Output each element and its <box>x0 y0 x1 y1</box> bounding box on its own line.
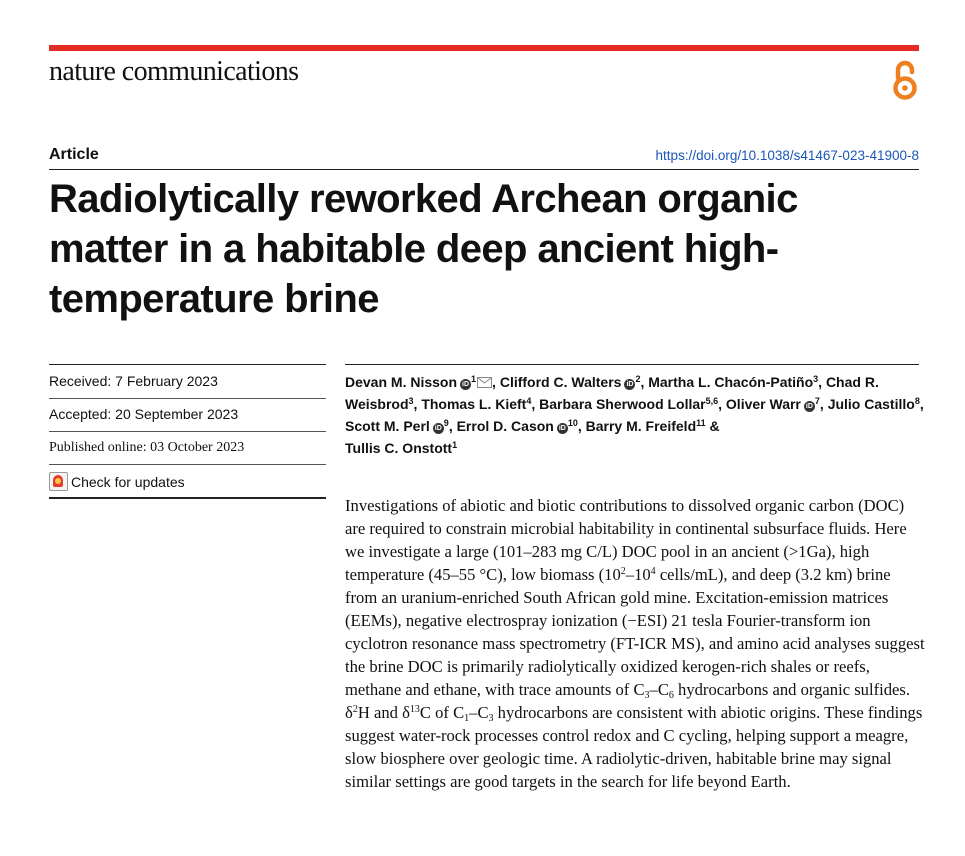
author-name: Martha L. Chacón-Patiño <box>648 374 814 390</box>
affiliation-number: 1 <box>471 374 477 384</box>
affiliation-number: 3 <box>408 396 414 406</box>
email-icon[interactable] <box>477 377 492 388</box>
check-updates-label: Check for updates <box>71 473 185 490</box>
open-access-icon <box>890 58 920 100</box>
author-name: Barry M. Freifeld <box>585 418 697 434</box>
author[interactable] <box>586 418 706 434</box>
divider <box>49 464 326 465</box>
author[interactable] <box>539 396 718 412</box>
author-name: Tullis C. Onstott <box>345 440 453 456</box>
author-name: Thomas L. Kieft <box>421 396 527 412</box>
accepted-date: Accepted: 20 September 2023 <box>49 406 239 422</box>
orcid-icon[interactable]: iD <box>626 381 634 388</box>
author-name: Clifford C. Walters <box>499 374 622 390</box>
orcid-icon[interactable]: iD <box>434 425 442 432</box>
divider <box>49 497 326 499</box>
author[interactable] <box>500 374 641 390</box>
published-date: Published online: 03 October 2023 <box>49 440 245 455</box>
orcid-icon[interactable]: iD <box>558 425 566 432</box>
affiliation-number: 3 <box>813 374 819 384</box>
check-for-updates-button[interactable] <box>49 472 185 491</box>
affiliation-number: 4 <box>526 396 532 406</box>
orcid-icon[interactable]: iD <box>462 381 470 388</box>
author-name: Oliver Warr <box>725 396 801 412</box>
author[interactable] <box>828 396 920 412</box>
author-list: Devan M. Nisson $iD^1$ , Clifford C. Walters $iD^2$, Martha L. Chacón-Patiño$^3$, Chad R. Weisbrod$^3$, Thomas L. Kieft$^4$, Barbara Sherwood Lollar$^{5,6}$, Oliver Warr $iD^7$, Julio Castillo$^8$, Scott M. Perl $iD^9$, Errol D. Cason $iD^{10}$, Barry M. Freifeld$^{11}$ & Tullis C. Onstott$^1$ <box>345 374 924 456</box>
author-name: Barbara Sherwood Lollar <box>539 396 706 412</box>
author-name: Julio Castillo <box>827 396 915 412</box>
author[interactable] <box>421 396 531 412</box>
authors-conjunction: & <box>709 418 720 434</box>
author-name: Devan M. Nisson <box>345 374 458 390</box>
article-type: Article <box>49 146 99 163</box>
affiliation-number: 5,6 <box>705 396 719 406</box>
author-name: Chad R. Weisbrod <box>345 374 879 412</box>
author[interactable] <box>726 396 820 412</box>
affiliation-number: 10 <box>567 418 578 428</box>
author-name: Scott M. Perl <box>345 418 430 434</box>
author[interactable] <box>345 418 449 434</box>
check-updates-icon <box>49 472 68 491</box>
orcid-icon[interactable]: iD <box>805 403 813 410</box>
affiliation-number: 7 <box>814 396 820 406</box>
affiliation-number: 2 <box>635 374 641 384</box>
divider <box>49 169 919 170</box>
affiliation-number: 11 <box>696 418 706 428</box>
divider <box>49 431 326 432</box>
author[interactable] <box>345 440 457 456</box>
journal-top-bar <box>49 45 919 51</box>
journal-name: nature communications <box>49 56 299 87</box>
affiliation-number: 9 <box>443 418 449 428</box>
article-title: Radiolytically reworked Archean organic matter in a habitable deep ancient high-temperature brine <box>49 177 798 321</box>
author[interactable] <box>648 374 818 390</box>
divider <box>345 364 919 365</box>
divider <box>49 398 326 399</box>
affiliation-number: 1 <box>452 440 458 450</box>
author[interactable] <box>457 418 578 434</box>
received-date: Received: 7 February 2023 <box>49 373 218 389</box>
author-name: Errol D. Cason <box>456 418 554 434</box>
doi-link[interactable]: https://doi.org/10.1038/s41467-023-41900-8 <box>655 148 919 163</box>
affiliation-number: 8 <box>914 396 920 406</box>
divider <box>49 364 326 365</box>
abstract: Investigations of abiotic and biotic contributions to dissolved organic carbon (DOC) are required to constrain microbial habitability in continental subsurface fluids. Here we investigate a large (101–283 mg C/L) DOC pool in an ancient (>1Ga), high temperature (45–55 °C), low biomass ($10^2-10^4$ cells/mL), and deep (3.2 km) brine from an uranium-enriched South African gold mine. Excitation-emission matrices (EEMs), negative electrospray ionization (−ESI) 21 tesla Fourier-transform ion cyclotron resonance mass spectrometry (FT-ICR MS), and amino acid analyses suggest the brine DOC is primarily radiolytically oxidized kerogen-rich shales or reefs, methane and ethane, with trace amounts of $C_3-C_6$ hydrocarbons and organic sulfides. $\delta^2H$ and $\delta^{13}C$ of $C_1-C_3$ hydrocarbons are consistent with abiotic origins. These findings suggest water-rock processes control redox and C cycling, helping support a meagre, slow biosphere over geologic time. A radiolytic-driven, habitable brine may signal similar settings are good targets in the search for life beyond Earth. <box>345 496 925 791</box>
author[interactable] <box>345 374 492 390</box>
